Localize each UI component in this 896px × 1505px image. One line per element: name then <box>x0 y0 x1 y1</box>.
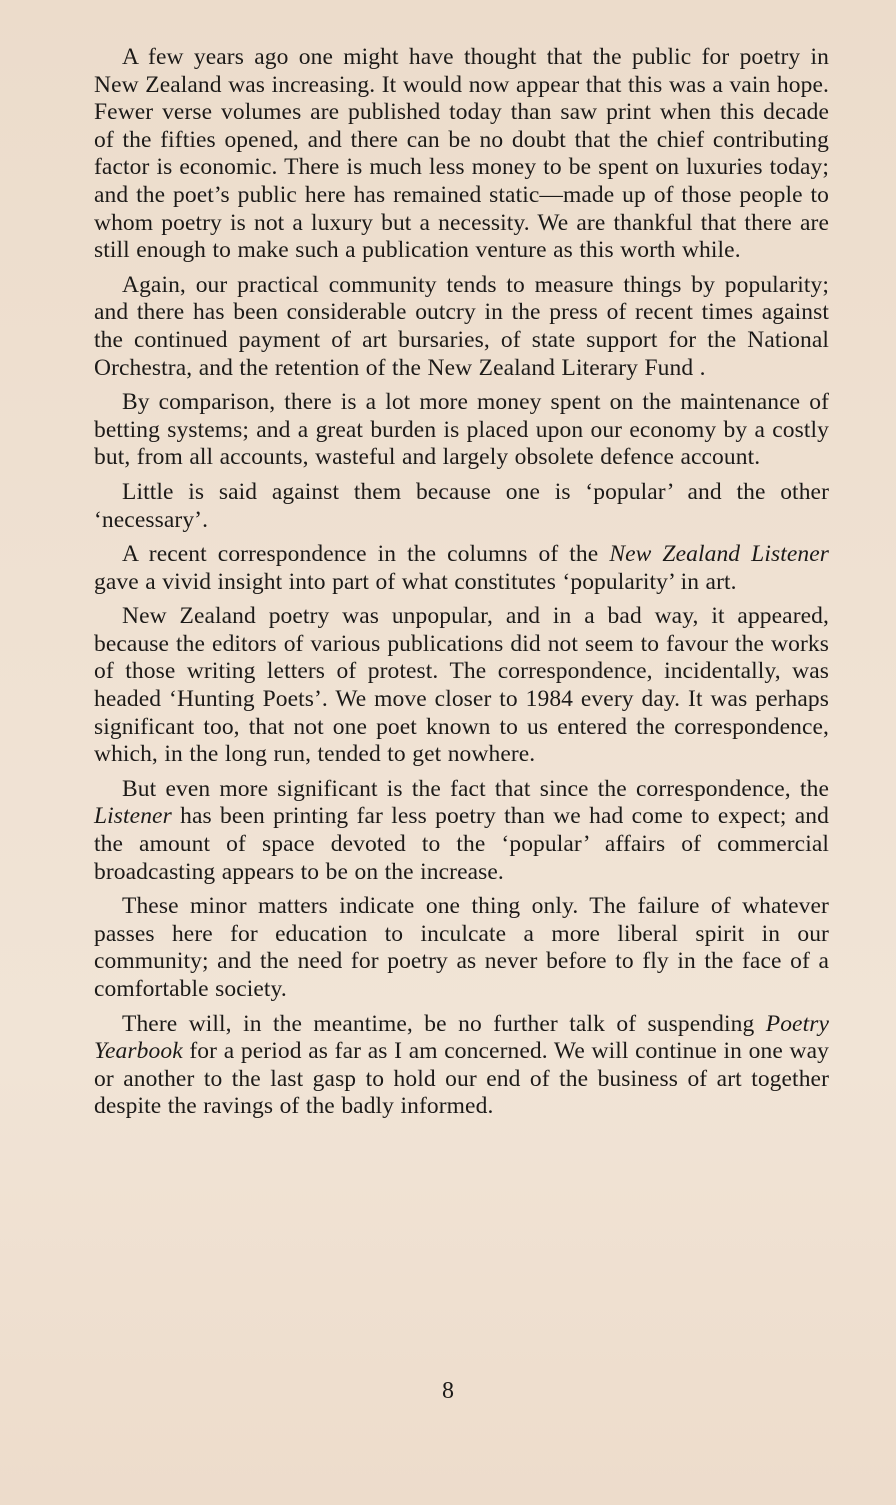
paragraph <box>94 603 829 769</box>
italic-title: Listener <box>94 803 172 830</box>
page-number: 8 <box>442 1378 454 1404</box>
text-run: But even more significant is the fact that since the correspondence, the <box>122 775 829 802</box>
editorial-text <box>94 44 829 1128</box>
paragraph <box>94 1011 829 1121</box>
paragraph <box>94 541 829 596</box>
paragraph <box>94 389 829 472</box>
text-run: for a period as far as I am concerned. We will continue in one way or another to the last gasp to hold our end of the business of art together despite the ravings of the badly informed. <box>94 1038 829 1120</box>
text-run: Again, our practical community tends to measure things by popularity; and there has been considerable outcry in the press of recent times against the continued payment of art bursaries, of state support for the National Orchestra, and the retention of the New Zealand Literary Fund . <box>94 271 829 381</box>
text-run: A few years ago one might have thought that the public for poetry in New Zealand was increasing. It would now appear that this was a vain hope. Fewer verse volumes are published today than saw print when this decade of the fifties opened, and there can be no doubt that the chief contributing factor is economic. There is much less money to be spent on luxuries today; and the poet’s public here has remained static—made up of those people to whom poetry is not a luxury but a necessity. We are thankful that there are still enough to make such a publication venture as this worth while. <box>94 44 829 264</box>
paragraph <box>94 893 829 1003</box>
text-run: A recent correspondence in the columns of the <box>122 541 610 568</box>
italic-title: New Zealand Listener <box>609 541 829 568</box>
text-run: Little is said against them because one is ‘popular’ and the other ‘necessary’. <box>94 478 829 533</box>
text-run: These minor matters indicate one thing only. The failure of whatever passes here for education to inculcate a more liberal spirit in our community; and the need for poetry as never before to fly in the face of a comfortable society. <box>94 893 829 1002</box>
paragraph <box>94 776 829 886</box>
paragraph <box>94 272 829 382</box>
text-run: gave a vivid insight into part of what constitutes ‘popularity’ in art. <box>94 568 737 595</box>
text-run: By comparison, there is a lot more money spent on the maintenance of betting systems; and a great burden is placed upon our economy by a costly but, from all accounts, wasteful and largely obsolete defence account. <box>94 389 829 471</box>
italic-title: Poetry Yearbook <box>94 1010 829 1065</box>
text-run: has been printing far less poetry than we had come to expect; and the amount of space devoted to the ‘popular’ affairs of commercial broadcasting appears to be on the increase. <box>94 803 829 885</box>
text-run: There will, in the meantime, be no further talk of suspending <box>122 1010 766 1037</box>
paragraph <box>94 479 829 534</box>
paragraph <box>94 44 829 265</box>
text-run: New Zealand poetry was unpopular, and in a bad way, it appeared, because the editors of various publications did not seem to favour the works of those writing letters of protest. The correspondence, incidentally, was headed ‘Hunting Poets’. We move closer to 1984 every day. It was perhaps significant too, that not one poet known to us entered the correspondence, which, in the long run, tended to get nowhere. <box>94 603 829 768</box>
